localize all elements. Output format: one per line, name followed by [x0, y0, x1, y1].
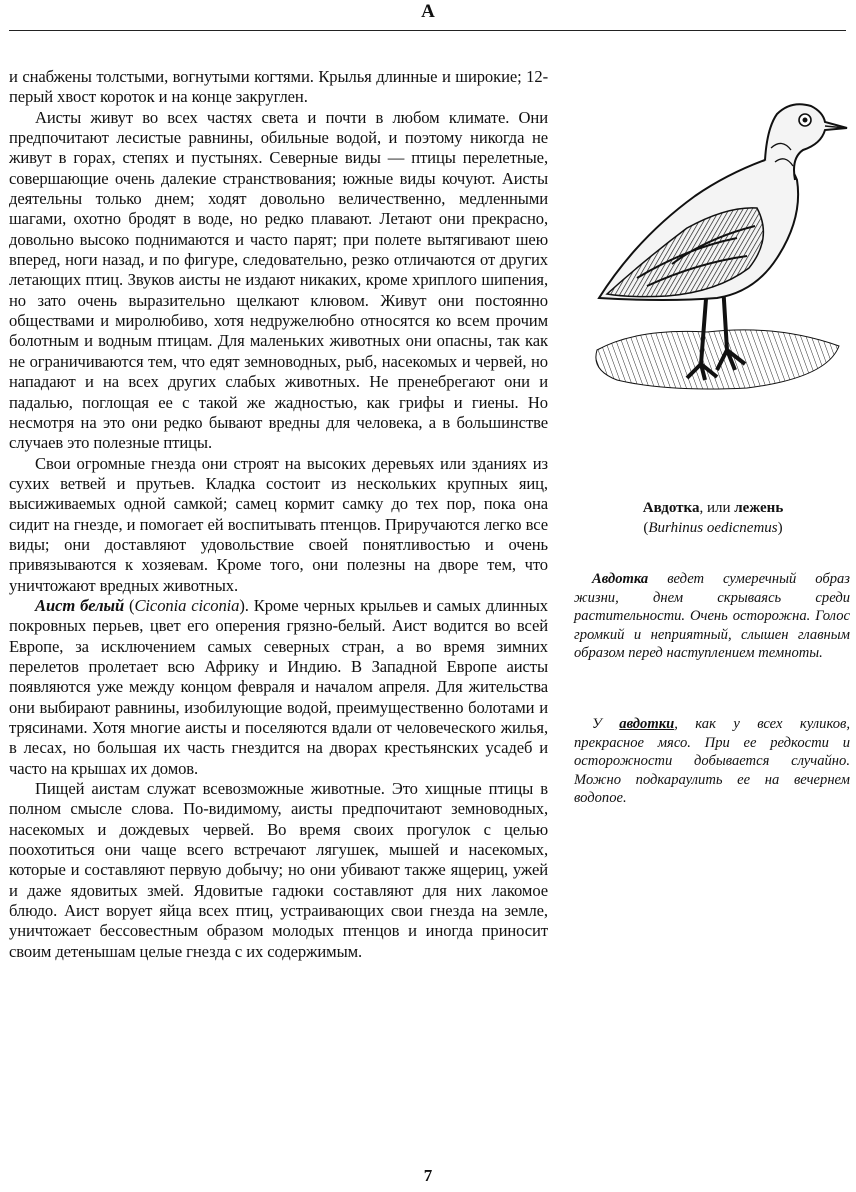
- caption-name: Авдотка: [642, 500, 700, 516]
- header-rule: [9, 30, 846, 31]
- caption-separator: , или: [699, 500, 735, 516]
- paren-open: (: [124, 595, 135, 615]
- side-note-2-prefix: У: [592, 716, 620, 732]
- section-letter: А: [421, 1, 435, 22]
- caption-latin-name: Burhinus oedicnemus: [648, 520, 778, 536]
- main-text-column: [9, 67, 548, 962]
- caption-paren-open: (: [643, 520, 649, 536]
- caption-alt-name: лежень: [734, 500, 784, 516]
- species-heading-white-stork: Аист белый: [35, 595, 125, 615]
- caption-line-2: [577, 518, 849, 538]
- side-note-2-text: , как у всех куликов, прекрасное мясо. При ее редкости и осторожности добывается случайно. Можно подкараулить ее на вечернем водопое.: [574, 716, 850, 806]
- figure-caption: [577, 498, 849, 538]
- page-number: 7: [423, 1166, 433, 1185]
- paragraph-4: [9, 596, 548, 779]
- paragraph-5: Пищей аистам служат всевозможные животные. Это хищные птицы в полном смысле слова. По-видимому, аисты предпочитают земноводных, насекомых и дождевых червей. Во время своих прогулок с целью поохотиться они чаще всего встречают лягушек, мышей и насекомых, которые и составляют первую добычу; но они убивают также ящериц, ужей и даже ядовитых змей. Ядовитые гадюки составляют для них лакомое блюдо. Аист ворует яйца всех птиц, устраивающих свои гнезда на земле, уничтожает бессовестным образом молодых птенцов и иногда приносит своим детенышам целые гнезда с их содержимым.: [9, 779, 548, 961]
- paragraph-4-text: ). Кроме черных крыльев и самых длинных покровных перьев, цвет его оперения грязно-белый. Аист водится во всей Европе, за исключением самых северных стран, а во время зимних перелетов пролетает всю Африку и Индию. В Западной Европе аисты появляются уже между концом февраля и началом апреля. Для жительства они выбирают равнины, изобилующие водой, преимущественно болотами и трясинами. Хотя многие аисты и поселяются вдали от человеческого жилья, в лесах, но большая их часть гнездится на дворах крестьянских усадеб и часто на крышах их домов.: [9, 595, 548, 778]
- paragraph-3: Свои огромные гнезда они строят на высоких деревьях или зданиях из сухих ветвей и прутьев. Кладка состоит из нескольких крупных яиц, высиживаемых одной самкой; самец кормит самку до тех пор, пока она сидит на гнезде, и помогает ей воспитывать птенцов. Приручаются легко все виды; они доставляют удовольствие своей понятливостью и очень привязываются к хозяевам. Кроме того, они полезны на дворе тем, что уничтожают вредных животных.: [9, 453, 548, 595]
- side-note-2: [574, 715, 850, 808]
- caption-paren-close: ): [777, 520, 783, 536]
- stone-curlew-illustration: [577, 88, 849, 408]
- side-note-1-text: ведет сумеречный образ жизни, днем скрываясь среди растительности. Очень осторожна. Голос громкий и неприятный, слышен главным образом перед наступлением темноты.: [574, 571, 850, 661]
- side-note-2-heading: авдотки: [619, 716, 675, 732]
- paragraph-1: и снабжены толстыми, вогнутыми когтями. Крылья длинные и широкие; 12-перый хвост короток и на конце закруглен.: [9, 67, 548, 107]
- caption-line-1: [577, 498, 849, 518]
- paragraph-2: Аисты живут во всех частях света и почти в любом климате. Они предпочитают лесистые равнины, обильные водой, и поэтому никогда не живут в горах, степях и пустынях. Северные виды — птицы перелетные, совершающие очень далекие странствования; южные виды кочуют. Аисты деятельны только днем; ходят довольно величественно, медленными шагами, охотно бродят в воде, но редко плавают. Летают они прекрасно, довольно высоко поднимаются и часто парят; при полете вытягивают шею вперед, ноги назад, и по фигуре, следовательно, резко отличаются от других летающих птиц. Звуков аисты не издают никаких, кроме хриплого шипения, но зато очень выразительно щелкают клювом. Живут они постоянно обществами и миролюбиво, хотя недружелюбно относятся ко всем прочим болотным и водным птицам. Для маленьких животных они опасны, так как не ограничиваются тем, что едят земноводных, рыб, насекомых и червей, но нападают и на всех других слабых животных. Не пренебрегают они и падалью, поглощая ее с такой же жадностью, как грифы и гиены. Но несмотря на это они редко бывают вредны для человека, а в большинстве случаев это полезные птицы.: [9, 107, 548, 453]
- latin-name-white-stork: Ciconia ciconia: [134, 595, 240, 615]
- side-note-1-heading: Авдотка: [592, 571, 649, 587]
- side-note-1: [574, 570, 850, 663]
